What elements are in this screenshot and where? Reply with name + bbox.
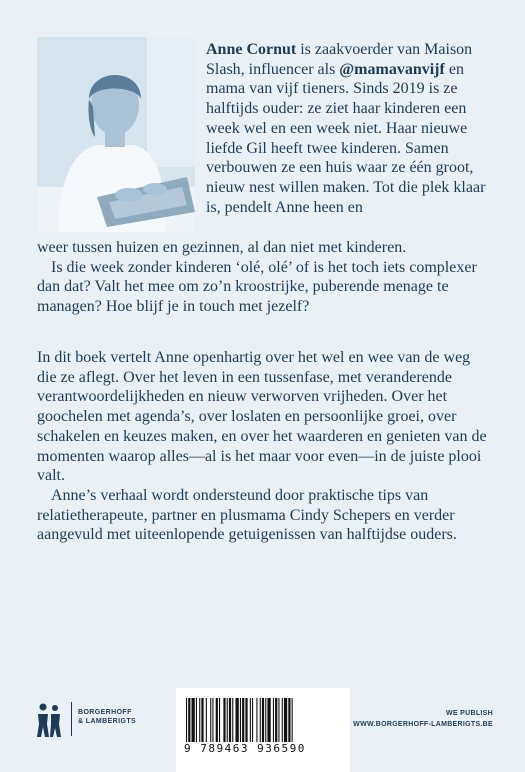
barcode-bar — [229, 698, 231, 742]
barcode-bar — [284, 698, 287, 742]
bio-question-line — [37, 258, 489, 317]
description-paragraph-1: In dit boek vertelt Anne openhartig over het wel en wee van de weg die ze aflegt. Over het leven in een tussenfase, met veranderende verantwoordelijkheden en nieuw verworven vrijheden. Over het goochelen met agenda’s, over loslaten en persoonlijke groei, over schakelen en keuzes maken, en over het waarderen en genieten van de momenten waarop alles—al is het maar voor even—in de juiste plooi valt. — [37, 349, 487, 485]
barcode-bar — [282, 698, 283, 742]
bio-text-2: en mama van vijf tieners. Sinds 2019 is ze halftijds ouder: ze ziet haar kinderen een week wel en een week niet. Haar nieuwe liefde Gil heeft twee kinderen. Samen verbouwen ze een huis waar ze één groot, nieuw nest willen maken. Tot die plek klaar is, pendelt Anne heen en — [206, 60, 486, 216]
author-handle: @mamavanvijf — [339, 60, 445, 78]
barcode-bar — [232, 698, 233, 742]
publisher-name-line-2: & LAMBERIGTS — [78, 718, 137, 725]
book-description — [37, 348, 489, 545]
barcode-bar — [262, 698, 264, 742]
isbn-digits: 9 789463 936590 — [184, 742, 306, 755]
barcode-bar — [267, 698, 270, 742]
author-photo — [37, 37, 195, 232]
barcode-bar — [236, 698, 239, 742]
barcode-bar — [206, 698, 207, 742]
bio-question: Is die week zonder kinderen ‘olé, olé’ of is het toch iets complexer dan dat? Valt het mee om zo’n kroostrijke, puberende menage te managen? Hoe blijf je in touch met jezelf? — [37, 258, 477, 316]
barcode-bar — [275, 698, 277, 742]
publisher-website[interactable]: WWW.BORGERHOFF-LAMBERIGTS.BE — [353, 721, 493, 728]
barcode-bar — [288, 698, 290, 742]
barcode-bar — [212, 698, 213, 742]
barcode-bar — [250, 698, 251, 742]
barcode-bar — [196, 698, 197, 742]
author-name: Anne Cornut — [206, 41, 297, 58]
isbn-barcode — [176, 688, 350, 772]
bio-continuation: weer tussen huizen en gezinnen, al dan niet met kinderen. — [37, 239, 407, 256]
publisher-tagline: WE PUBLISH — [446, 710, 493, 717]
barcode-bar — [219, 698, 220, 742]
publisher-logo-icon — [32, 702, 66, 738]
barcode-bar — [188, 698, 190, 742]
barcode-bar — [240, 698, 241, 742]
barcode-bar — [265, 698, 266, 742]
barcode-bar — [245, 698, 247, 742]
barcode-bar — [227, 698, 228, 742]
barcode-bar — [273, 698, 274, 742]
barcode-bar — [199, 698, 200, 742]
barcode-bar — [216, 698, 218, 742]
publisher-divider — [71, 702, 72, 736]
barcode-bar — [242, 698, 244, 742]
barcode-bar — [192, 698, 195, 742]
barcode-bar — [186, 698, 187, 742]
description-paragraph-2: Anne’s verhaal wordt ondersteund door praktische tips van relatietherapeute, partner en plusmama Cindy Schepers en verder aangevuld met uiteenlopende getuigenissen van halftijdse ouders. — [37, 486, 457, 544]
author-bio-continued — [37, 238, 489, 317]
barcode-bar — [260, 698, 261, 742]
barcode-bars — [186, 698, 340, 742]
barcode-bar — [201, 698, 203, 742]
barcode-bar — [292, 698, 293, 742]
publisher-name-line-1: BORGERHOFF — [78, 709, 132, 716]
barcode-bar — [252, 698, 253, 742]
barcode-bar — [256, 698, 257, 742]
barcode-bar — [210, 698, 211, 742]
publisher-name — [78, 708, 136, 726]
barcode-bar — [278, 698, 279, 742]
author-bio-intro — [206, 40, 488, 217]
publisher-info — [353, 708, 493, 730]
bio-text-1: is zaakvoerder van Maison Slash, influencer als — [206, 41, 473, 78]
barcode-bar — [223, 698, 225, 742]
